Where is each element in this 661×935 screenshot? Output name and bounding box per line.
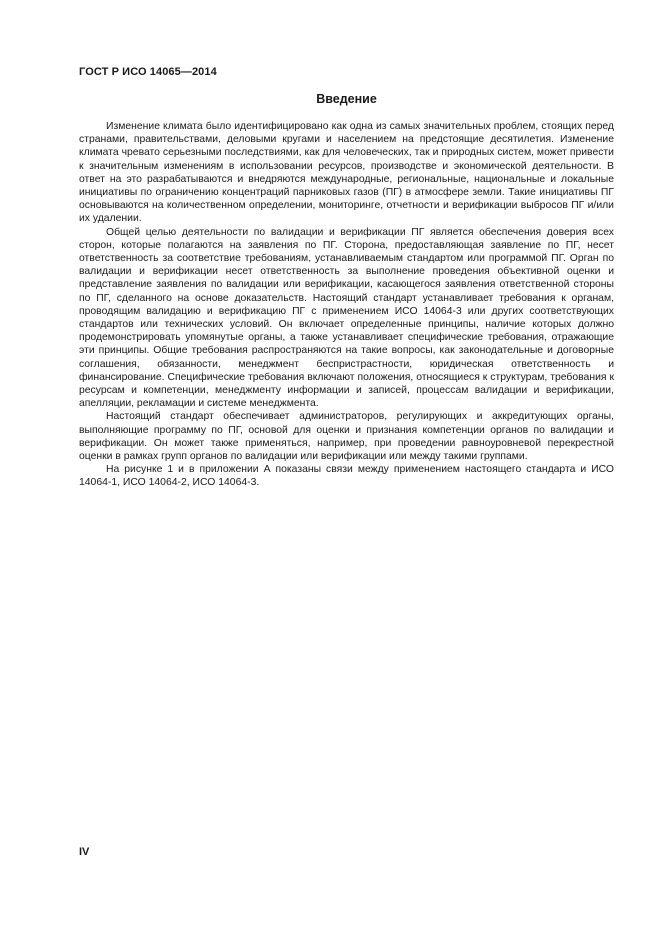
paragraph: На рисунке 1 и в приложении А показаны связи между применением настоящего стандарта и ИСО 14064-1, ИСО 14064-2, ИСО 14064-3. (79, 464, 614, 489)
paragraph: Настоящий стандарт обеспечивает администраторов, регулирующих и аккредитующих органы, выполняющие программу по ПГ, основой для оценки и признания компетенции органов по валидации и верификации. Он может также применяться, например, при проведении равноуровневой перекрестной оценки в рамках групп органов по валидации или верификации или между такими группами. (79, 411, 614, 463)
page-number: IV (79, 846, 90, 858)
paragraph: Общей целью деятельности по валидации и верификации ПГ является обеспечения доверия всех сторон, которые полагаются на заявления по ПГ. Сторона, предоставляющая заявление по ПГ, несет ответственность за соответствие требованиям, устанавливаемым стандартом или программой ПГ. Орган по валидации и верификации несет ответственность за выполнение проведения объективной оценки и представление заявления по валидации или верификации, касающегося заявления ответственной стороны по ПГ, сделанного на основе доказательств. Настоящий стандарт устанавливает требования к органам, проводящим валидацию и верификацию ПГ с применением ИСО 14064-3 или других соответствующих стандартов или технических условий. Он включает определенные принципы, наличие которых должно продемонстрировать упомянутые органы, а также устанавливает специфические требования, отражающие эти принципы. Общие требования распространяются на такие вопросы, как законодательные и договорные соглашения, обязанности, менеджмент беспристрастности, юридическая ответственность и финансирование. Специфические требования включают положения, относящиеся к структурам, требования к ресурсам и компетенции, менеджменту информации и записей, процессам валидации и верификации, апелляции, рекламации и системе менеджмента. (79, 226, 614, 410)
section-title: Введение (316, 92, 377, 106)
paragraph: Изменение климата было идентифицировано как одна из самых значительных проблем, стоящих перед странами, правительствами, деловыми кругами и населением на предстоящие десятилетия. Изменение климата чревато серьезными последствиями, как для человеческих, так и природных систем, может привести к значительным изменениям в использовании ресурсов, производстве и экономической деятельности. В ответ на это разрабатываются и внедряются международные, региональные, национальные и локальные инициативы по ограничению концентраций парниковых газов (ПГ) в атмосфере земли. Такие инициативы ПГ основываются на количественном определении, мониторинге, отчетности и верификации выбросов ПГ и/или их удалении. (79, 121, 614, 225)
document-header: ГОСТ Р ИСО 14065—2014 (79, 66, 217, 78)
section-body (79, 120, 614, 490)
